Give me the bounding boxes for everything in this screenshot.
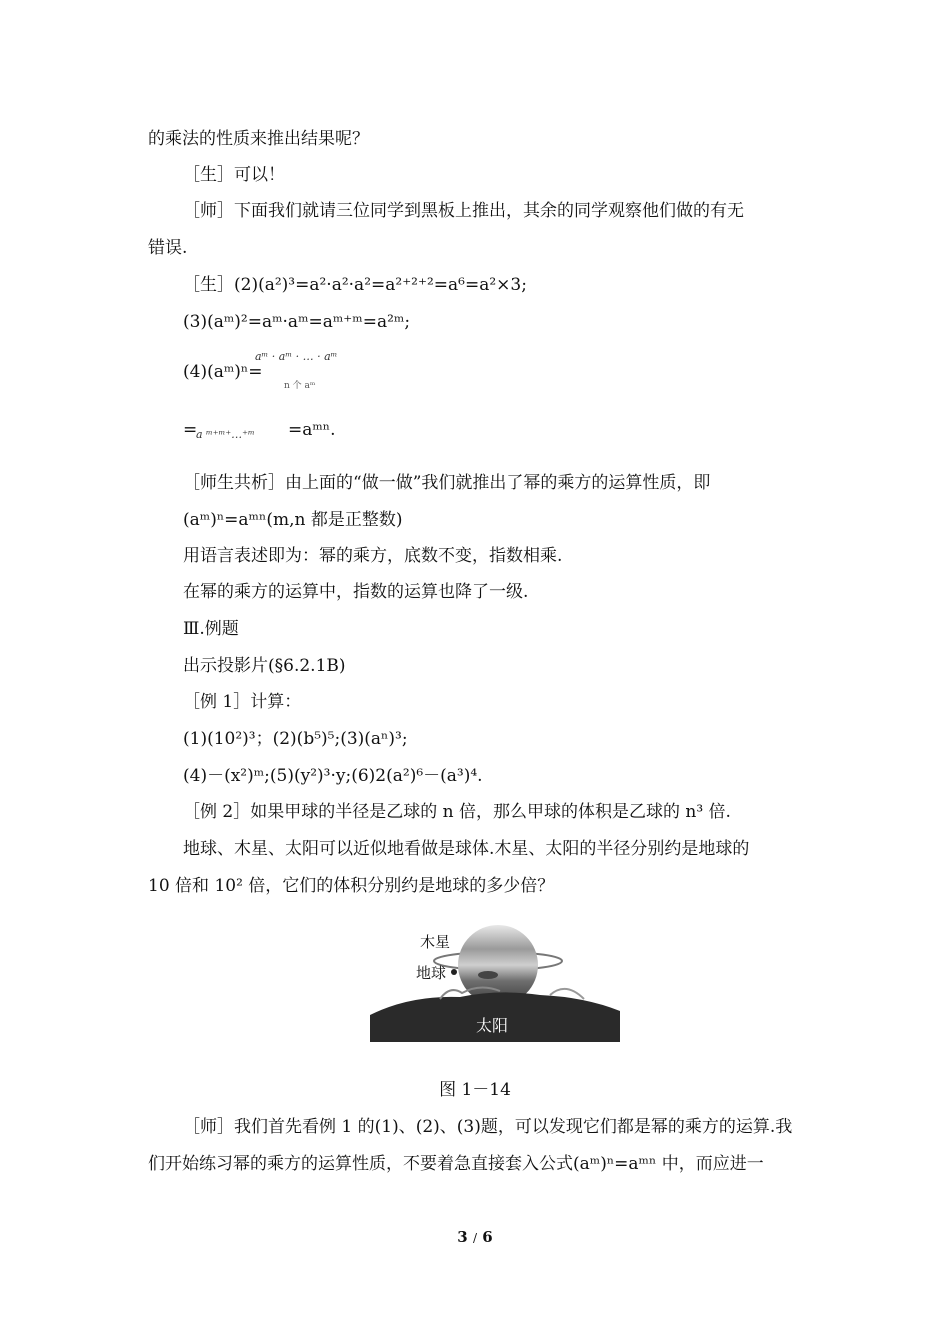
sun-label: 太阳 [476,1016,509,1035]
math-line: (4)(aᵐ)ⁿ= [183,362,263,382]
text-line: 们开始练习幂的乘方的运算性质，不要着急直接套入公式(aᵐ)ⁿ=aᵐⁿ 中，而应进一 [148,1154,764,1174]
figure-caption: 图 1－14 [439,1080,511,1100]
earth-planet [451,969,457,975]
text-line: 10 倍和 10² 倍，它们的体积分别约是地球的多少倍？ [148,876,555,896]
math-line: ［生］(2)(a²)³=a²·a²·a²=a²⁺²⁺²=a⁶=a²×3; [183,275,527,295]
math-line: (1)(10²)³；(2)(b⁵)⁵;(3)(aⁿ)³; [183,729,408,749]
text-line: ［例 2］如果甲球的半径是乙球的 n 倍，那么甲球的体积是乙球的 n³ 倍. [183,802,731,822]
page-number [0,1228,950,1246]
product-underbrace-label: n 个 aᵐ [284,381,316,391]
text-line: 出示投影片(§6.2.1B) [183,656,346,676]
text-line: ［师］下面我们就请三位同学到黑板上推出，其余的同学观察他们做的有无 [183,201,744,221]
page-separator: / [472,1231,478,1245]
text-line: 地球、木星、太阳可以近似地看做是球体.木星、太阳的半径分别约是地球的 [183,839,750,859]
text-line: ［生］可以！ [183,165,285,185]
planet-figure [370,925,620,1042]
text-line: 的乘法的性质来推出结果呢？ [148,129,369,149]
jupiter-label: 木星 [420,933,451,951]
total-pages: 6 [482,1228,493,1246]
math-line: (3)(aᵐ)²=aᵐ·aᵐ=aᵐ⁺ᵐ=a²ᵐ; [183,312,411,332]
product-expression: aᵐ · aᵐ · … · aᵐ [255,350,338,363]
text-line: ［师生共析］由上面的“做一做”我们就推出了幂的乘方的运算性质，即 [183,473,711,493]
jupiter-spot [478,971,498,979]
text-line: 用语言表述即为：幂的乘方，底数不变，指数相乘. [183,546,563,566]
text-line: 错误. [148,238,188,258]
text-line: 在幂的乘方的运算中，指数的运算也降了一级. [183,582,529,602]
math-line: = [183,420,198,440]
text-line: ［例 1］计算： [183,692,302,712]
text-line: ［师］我们首先看例 1 的(1)、(2)、(3)题，可以发现它们都是幂的乘方的运算.我 [183,1117,793,1137]
earth-label: 地球 [416,964,447,982]
math-line: (4)－(x²)ᵐ;(5)(y²)³·y;(6)2(a²)⁶－(a³)⁴. [183,766,483,786]
section-heading: Ⅲ.例题 [183,619,239,639]
current-page: 3 [457,1228,468,1246]
planet-illustration [370,925,620,1042]
math-line: (aᵐ)ⁿ=aᵐⁿ(m,n 都是正整数) [183,510,403,530]
exponent-sum-expression: a ᵐ⁺ᵐ⁺…⁺ᵐ [196,428,255,441]
math-line: =aᵐⁿ. [288,420,336,440]
